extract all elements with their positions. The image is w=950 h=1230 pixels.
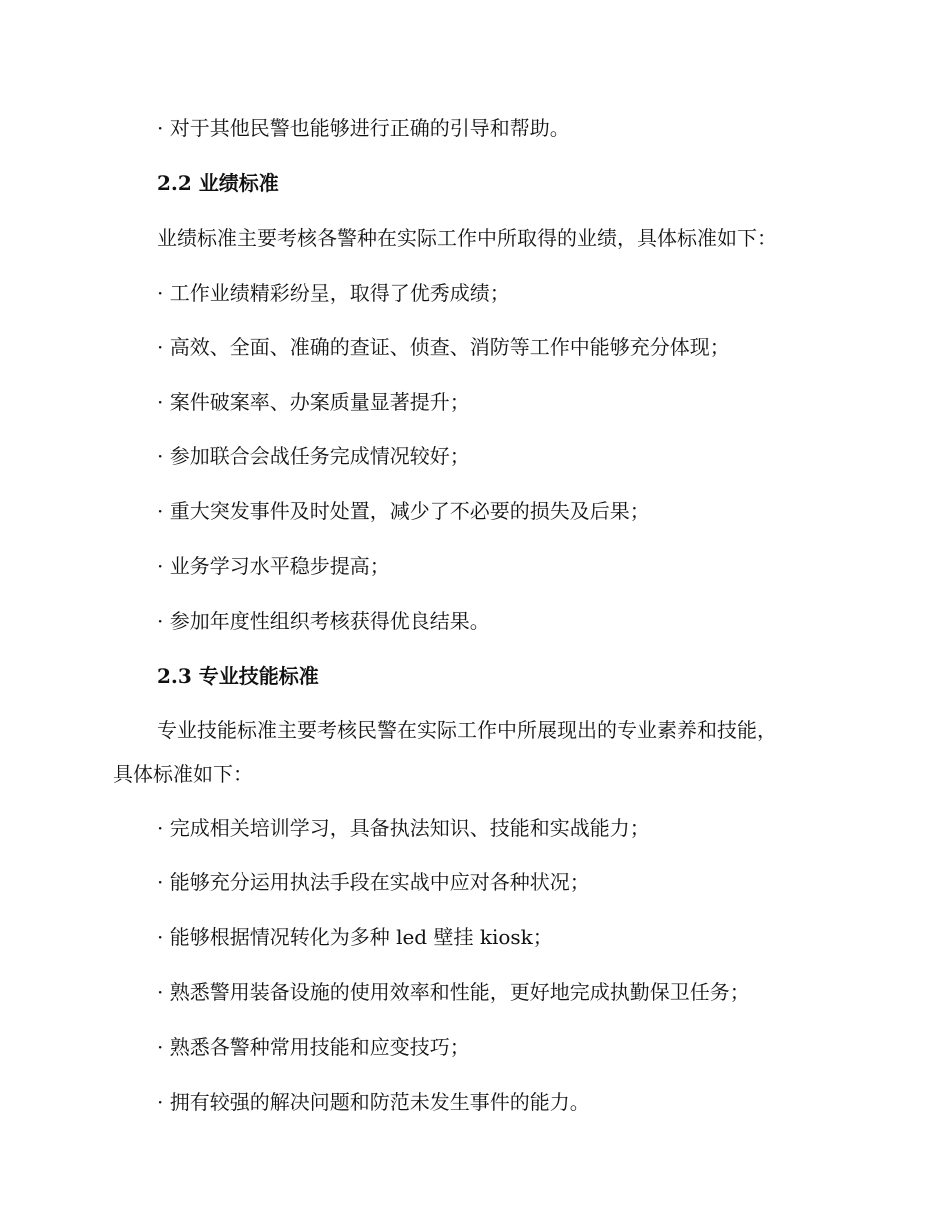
section-intro-paragraph: 专业技能标准主要考核民警在实际工作中所展现出的专业素养和技能， [157,718,777,742]
bullet-item: · 对于其他民警也能够进行正确的引导和帮助。 [157,116,570,140]
section-intro-paragraph: 业绩标准主要考核各警种在实际工作中所取得的业绩，具体标准如下： [157,226,777,250]
bullet-item: · 高效、全面、准确的查证、侦查、消防等工作中能够充分体现； [157,335,730,359]
bullet-item: · 能够根据情况转化为多种 led 壁挂 kiosk； [157,925,553,949]
section-heading-2-3: 2.3 专业技能标准 [157,664,319,688]
bullet-item: · 拥有较强的解决问题和防范未发生事件的能力。 [157,1090,590,1114]
bullet-item: · 熟悉各警种常用技能和应变技巧； [157,1035,470,1059]
bullet-item: · 重大突发事件及时处置，减少了不必要的损失及后果； [157,499,650,523]
bullet-item: · 熟悉警用装备设施的使用效率和性能，更好地完成执勤保卫任务； [157,980,750,1004]
bullet-item: · 参加联合会战任务完成情况较好； [157,444,470,468]
bullet-item: · 案件破案率、办案质量显著提升； [157,390,470,414]
bullet-item: · 完成相关培训学习，具备执法知识、技能和实战能力； [157,816,650,840]
bullet-item: · 业务学习水平稳步提高； [157,554,390,578]
bullet-item: · 工作业绩精彩纷呈，取得了优秀成绩； [157,281,510,305]
bullet-item: · 参加年度性组织考核获得优良结果。 [157,609,490,633]
section-heading-2-2: 2.2 业绩标准 [157,171,279,195]
bullet-item: · 能够充分运用执法手段在实战中应对各种状况； [157,870,590,894]
section-intro-paragraph-continued: 具体标准如下： [113,762,253,786]
